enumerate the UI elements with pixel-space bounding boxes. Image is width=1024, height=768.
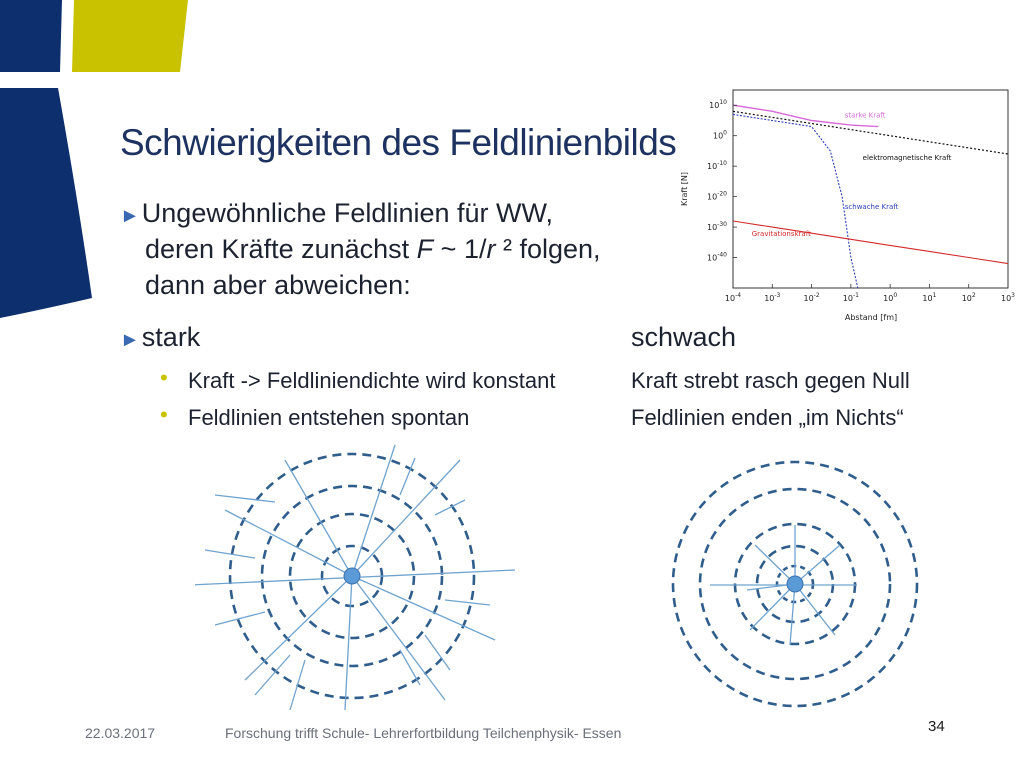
triangle-bullet-icon: ►: [120, 329, 140, 351]
bullet-dot-icon: •: [160, 365, 168, 390]
chart-x-tick-label: $10^{-1}$: [842, 292, 859, 303]
chart-plot-area: [733, 90, 1008, 288]
footer-date: 22.03.2017: [85, 725, 156, 741]
chart-x-tick-label: $10^2$: [961, 292, 976, 303]
chart-y-tick-label: $10^{-20}$: [707, 190, 727, 202]
stark-label: stark: [141, 322, 201, 352]
chart-x-tick-label: $10^1$: [922, 292, 937, 303]
field-line: [352, 576, 445, 700]
field-line: [400, 650, 420, 685]
chart-x-tick-label: $10^{-3}$: [764, 292, 781, 303]
bullet-intro-line1: Ungewöhnliche Feldlinien für WW,: [141, 198, 553, 228]
field-line: [352, 576, 495, 640]
stark-item-1: Kraft -> Feldliniendichte wird konstant: [188, 368, 556, 393]
bullet-intro: [120, 198, 553, 229]
bullet-dot-icon: •: [160, 402, 168, 427]
chart-x-tick-label: $10^{-2}$: [803, 292, 820, 303]
field-line: [790, 584, 795, 645]
chart-y-tick-label: $10^{-40}$: [707, 251, 727, 263]
field-line: [205, 550, 255, 558]
stark-item-2: Feldlinien entstehen spontan: [188, 405, 470, 430]
field-line: [352, 460, 460, 576]
chart-y-tick-label: $10^{-10}$: [707, 160, 727, 172]
chart-x-tick-label: $10^{-4}$: [724, 292, 742, 303]
diagram-weak-field: [665, 445, 925, 725]
chart-xlabel: Abstand [fm]: [844, 313, 898, 322]
field-line: [290, 660, 305, 710]
field-line: [255, 655, 290, 695]
schwach-item-2: Feldlinien enden „im Nichts“: [631, 405, 904, 430]
footer-text: Forschung trifft Schule- Lehrerfortbildung Teilchenphysik- Essen: [225, 725, 622, 741]
field-line: [445, 600, 490, 605]
stark-heading: [120, 322, 200, 353]
field-line: [215, 495, 275, 502]
charge-dot: [344, 568, 360, 584]
formula-F: F: [416, 234, 434, 264]
chart-series-label: schwache Kraft: [844, 202, 899, 211]
field-line: [795, 584, 835, 635]
chart-series-label: Gravitationskraft: [751, 230, 811, 239]
chart-y-tick-label: $10^0$: [712, 129, 727, 141]
schwach-heading: schwach: [631, 322, 737, 352]
formula-r: r: [486, 234, 496, 264]
field-line: [400, 458, 415, 495]
chart-series-label: elektromagnetische Kraft: [862, 154, 952, 163]
triangle-bullet-icon: ►: [120, 205, 140, 227]
charge-dot: [787, 576, 803, 592]
line2-mid: ~ 1/: [433, 234, 487, 264]
logo-navy-top: [0, 0, 62, 72]
chart-y-tick-label: $10^{10}$: [709, 99, 727, 111]
chart-y-tick-label: $10^{-30}$: [707, 221, 727, 233]
field-line: [435, 500, 465, 515]
page-number: 34: [928, 718, 945, 735]
bullet-intro-line3: dann aber abweichen:: [145, 270, 411, 300]
bullet-intro-line2: [145, 234, 601, 265]
line2-post: ² folgen,: [495, 234, 601, 264]
force-chart: [665, 85, 1020, 330]
page-title: Schwierigkeiten des Feldlinienbilds: [120, 122, 677, 163]
line2-pre: deren Kräfte zunächst: [145, 234, 417, 264]
field-line: [345, 576, 352, 710]
schwach-item-1: Kraft strebt rasch gegen Null: [631, 368, 910, 393]
chart-series-label: starke Kraft: [844, 111, 886, 120]
logo-olive-top: [72, 0, 188, 72]
diagram-strong-field: [195, 440, 525, 720]
logo-navy-curve: [0, 88, 92, 318]
chart-x-tick-label: $10^0$: [883, 292, 898, 303]
chart-x-tick-label: $10^3$: [1000, 292, 1016, 303]
chart-ylabel: Kraft [N]: [680, 171, 689, 207]
